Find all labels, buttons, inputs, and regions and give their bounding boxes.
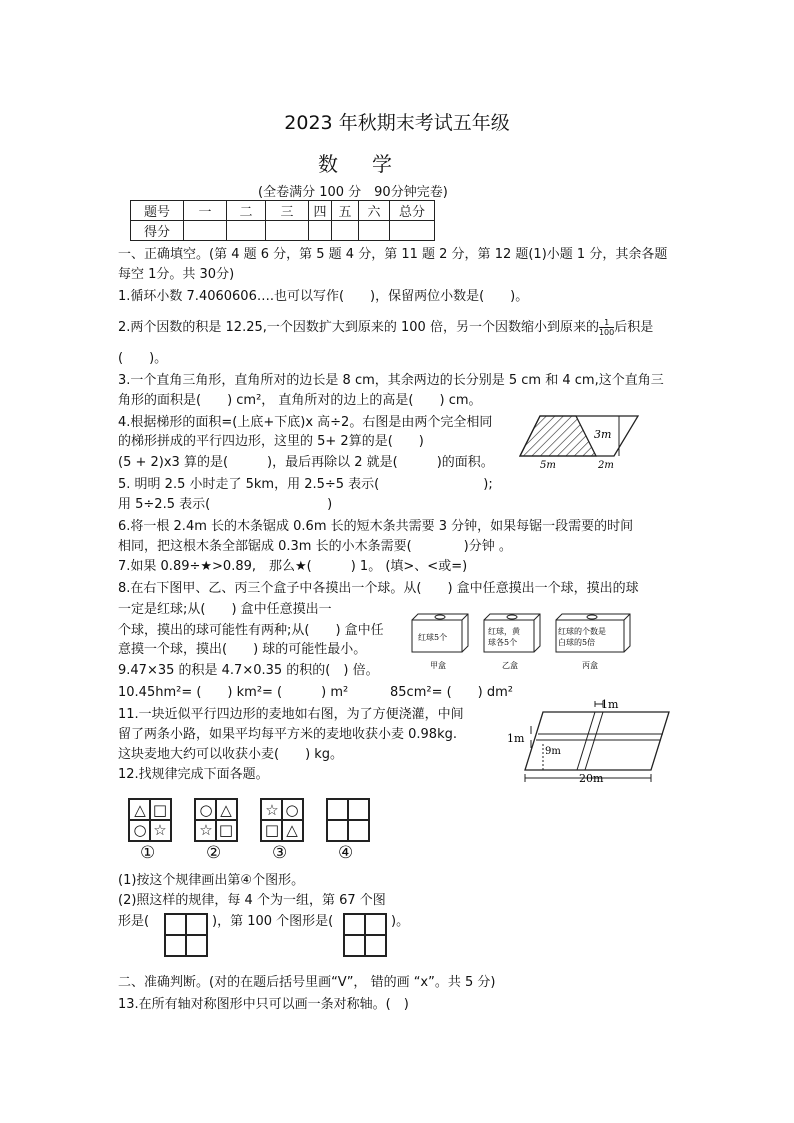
score-cell: 得分 (131, 221, 184, 241)
pattern-figure-4-blank[interactable] (326, 798, 370, 842)
question-6-cont: 相同，把这根木条全部锯成 0.3m 长的小木条需要( )分钟 。 (118, 539, 512, 554)
box-yi-caption: 乙盒 (502, 661, 518, 670)
section2-heading: 二、准确判断。(对的在题后括号里画“V”， 错的画 “x”。共 5 分) (118, 975, 496, 990)
question-5-cont: 用 5÷2.5 表示( ) (118, 497, 333, 512)
score-cell: 五 (332, 201, 359, 221)
question-11-cont2: 这块麦地大约可以收获小麦( ) kg。 (118, 747, 344, 762)
question-12-part-1: (1)按这个规律画出第④个图形。 (118, 873, 305, 888)
question-5: 5. 明明 2.5 小时走了 5km，用 2.5÷5 表示( ); (118, 477, 493, 492)
fig-height-label: 3m (594, 428, 612, 441)
score-cell: 六 (359, 201, 390, 221)
pattern-figure-1 (128, 798, 172, 842)
fig-path-width-left: 1m (507, 732, 525, 745)
question-2-text: 2.两个因数的积是 12.25,一个因数扩大到原来的 100 倍，另一个因数缩小到原来的 (118, 320, 599, 335)
score-cell[interactable] (184, 221, 227, 241)
box-jia-text: 红球5个 (418, 633, 448, 642)
circle-icon: ○ (285, 801, 299, 819)
wheat-field-figure (505, 696, 673, 784)
question-8: 8.在右下图甲、乙、丙三个盒子中各摸出一个球。从( ) 盒中任意摸出一个球，摸出的球 (118, 581, 639, 596)
fig-path-width-top: 1m (601, 698, 619, 711)
star-icon: ☆ (265, 801, 279, 819)
score-cell[interactable] (266, 221, 309, 241)
fig-base-b-label: 2m (598, 460, 614, 470)
score-cell: 题号 (131, 201, 184, 221)
score-cell[interactable] (227, 221, 266, 241)
question-12-part-2-cont-c: )。 (391, 914, 410, 929)
pattern-figure-3 (260, 798, 304, 842)
score-cell[interactable] (359, 221, 390, 241)
question-4: 4.根据梯形的面积=(上底+下底)x 高÷2。右图是由两个完全相同 (118, 415, 493, 430)
question-12-heading: 12.找规律完成下面各题。 (118, 767, 269, 782)
score-table (130, 200, 435, 241)
box-yi-text-2: 球各5个 (488, 638, 518, 647)
score-cell: 一 (184, 201, 227, 221)
score-cell: 二 (227, 201, 266, 221)
box-bing-text-1: 红球的个数是 (558, 627, 606, 636)
question-2 (118, 318, 653, 337)
score-cell: 三 (266, 201, 309, 221)
square-icon: □ (264, 821, 280, 839)
question-8-cont: 一定是红球;从( ) 盒中任意摸出一 (118, 602, 332, 617)
fig-width: 20m (579, 772, 604, 784)
question-4-cont: 的梯形拼成的平行四边形，这里的 5+ 2算的是( ) (118, 434, 424, 449)
score-cell[interactable] (390, 221, 435, 241)
answer-grid-100[interactable] (343, 913, 387, 957)
figure-label-4: ④ (338, 843, 354, 863)
circle-icon: ○ (199, 801, 213, 819)
question-4-cont2: (5 + 2)x3 算的是( )，最后再除以 2 就是( )的面积。 (118, 455, 494, 470)
exam-title: 2023 年秋期末考试五年级 (284, 112, 510, 134)
score-cell[interactable] (309, 221, 332, 241)
section1-heading: 一、正确填空。(第 4 题 6 分，第 5 题 4 分，第 11 题 2 分，第 12 题(1)小题 1 分，其余各题 (118, 247, 668, 262)
triangle-icon: △ (134, 801, 146, 819)
box-bing-text-2: 白球的5倍 (558, 638, 596, 647)
score-cell[interactable] (332, 221, 359, 241)
question-3-cont: 角形的面积是( ) cm²， 直角所对的边上的高是( ) cm。 (118, 393, 482, 408)
star-icon: ☆ (199, 821, 213, 839)
score-table-header-row (131, 201, 435, 221)
box-bing (556, 614, 630, 670)
pattern-figure-2 (194, 798, 238, 842)
question-11-cont: 留了两条小路，如果平均每平方米的麦地收获小麦 0.98kg. (118, 727, 457, 742)
fraction-denominator: 100 (598, 328, 615, 337)
figure-label-3: ③ (272, 843, 288, 863)
question-1: 1.循环小数 7.4060606….也可以写作( )，保留两位小数是( )。 (118, 289, 529, 304)
figure-label-1: ① (140, 843, 156, 863)
score-cell: 总分 (390, 201, 435, 221)
box-jia (412, 614, 468, 670)
question-8-cont2: 个球，摸出的球可能性有两种;从( ) 盒中任 (118, 623, 384, 638)
square-icon: □ (218, 821, 234, 839)
question-11: 11.一块近似平行四边形的麦地如右图，为了方便浇灌，中间 (118, 707, 464, 722)
fig-height: 9m (545, 746, 561, 757)
square-icon: □ (152, 801, 168, 819)
question-10-a: 10.45hm²= ( ) km²= ( ) m² (118, 685, 349, 700)
question-2-text-end: 后积是 (614, 320, 654, 335)
box-jia-caption: 甲盒 (430, 661, 446, 670)
boxes-figure (408, 610, 638, 672)
triangle-icon: △ (286, 821, 298, 839)
question-7: 7.如果 0.89÷★>0.89, 那么★( ) 1。 (填>、<或=) (118, 559, 468, 574)
star-icon: ☆ (153, 821, 167, 839)
box-bing-caption: 丙盒 (582, 661, 598, 670)
fraction (599, 318, 614, 337)
question-9: 9.47×35 的积是 4.7×0.35 的积的( ) 倍。 (118, 663, 379, 678)
question-2-answer: ( )。 (118, 351, 168, 366)
fraction-numerator: 1 (599, 318, 614, 328)
question-8-cont3: 意摸一个球，摸出( ) 球的可能性最小。 (118, 642, 367, 657)
question-12-part-2-cont-a: 形是( (118, 914, 150, 929)
question-3: 3.一个直角三角形，直角所对的边长是 8 cm，其余两边的长分别是 5 cm 和 4 cm,这个直角三 (118, 373, 664, 388)
score-cell: 四 (309, 201, 332, 221)
question-12-part-2-cont-b: )，第 100 个图形是( (212, 914, 334, 929)
subject-title: 数学 (318, 152, 426, 176)
answer-grid-67[interactable] (164, 913, 208, 957)
question-12-part-2: (2)照这样的规律，每 4 个为一组，第 67 个图 (118, 893, 386, 908)
question-10-b: 85cm²= ( ) dm² (390, 685, 513, 700)
triangle-icon: △ (220, 801, 232, 819)
exam-note: (全卷满分 100 分 90分钟完卷) (258, 185, 448, 200)
figure-label-2: ② (206, 843, 222, 863)
question-6: 6.将一根 2.4m 长的木条锯成 0.6m 长的短木条共需要 3 分钟，如果每锯一段需要的时间 (118, 519, 634, 534)
circle-icon: ○ (133, 821, 147, 839)
trapezoid-figure (518, 410, 643, 470)
section1-heading-cont: 每空 1分。共 30分) (118, 267, 235, 282)
box-yi (484, 614, 540, 670)
score-table-score-row (131, 221, 435, 241)
box-yi-text-1: 红球，黄 (488, 627, 520, 636)
question-13: 13.在所有轴对称图形中只可以画一条对称轴。( ) (118, 997, 409, 1012)
fig-base-a-label: 5m (540, 460, 556, 470)
